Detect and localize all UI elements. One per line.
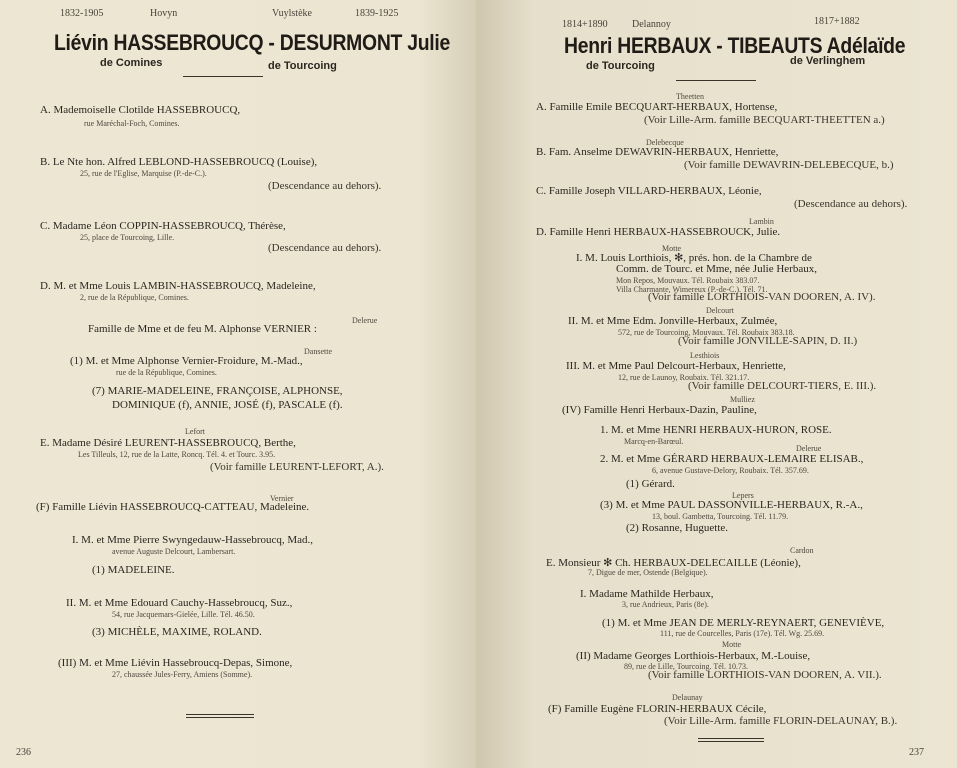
georges-lorthiois-heading: (II) Madame Georges Lorthiois-Herbaux, M.-Louise, bbox=[576, 650, 811, 662]
jonville-address: 572, rue de Tourcoing, Mouvaux. Tél. Roubaix 383.18. bbox=[618, 328, 795, 337]
vernier-children-1: (7) MARIE-MADELEINE, FRANÇOISE, ALPHONSE, bbox=[92, 385, 343, 397]
entry-c-heading: C. Famille Joseph VILLARD-HERBAUX, Léonie, bbox=[536, 185, 762, 197]
entry-c-note: (Descendance au dehors). bbox=[268, 242, 382, 254]
page-title: Liévin HASSEBROUCQ - DESURMONT Julie bbox=[54, 30, 451, 55]
entry-f-heading: (F) Famille Liévin HASSEBROUCQ-CATTEAU, Madeleine. bbox=[36, 501, 310, 513]
entry-e-note: (Voir famille LEURENT-LEFORT, A.). bbox=[210, 461, 384, 473]
entry-e-heading: E. Monsieur ✻ Ch. HERBAUX-DELECAILLE (Léonie), bbox=[546, 557, 801, 569]
maiden-name-left: Hovyn bbox=[150, 8, 178, 19]
maiden-name-lambin: Lambin bbox=[749, 217, 774, 226]
lemaire-address: 6, avenue Gustave-Delory, Roubaix. Tél. 357.69. bbox=[652, 466, 809, 475]
years-right: 1839-1925 bbox=[355, 8, 399, 19]
jonville-note: (Voir famille JONVILLE-SAPIN, D. II.) bbox=[678, 335, 858, 347]
entry-e-heading: E. Madame Désiré LEURENT-HASSEBROUCQ, Berthe, bbox=[40, 437, 296, 449]
entry-d-heading: D. Famille Henri HERBAUX-HASSEBROUCK, Julie. bbox=[536, 226, 781, 238]
entry-d-heading: D. M. et Mme Louis LAMBIN-HASSEBROUCQ, Madeleine, bbox=[40, 280, 316, 292]
maiden-name-delaunay: Delaunay bbox=[672, 693, 703, 702]
maiden-name-cardon: Cardon bbox=[790, 546, 814, 555]
left-page bbox=[0, 0, 476, 768]
years-left: 1814+1890 bbox=[562, 19, 608, 30]
entry-f-heading: (F) Famille Eugène FLORIN-HERBAUX Cécile, bbox=[548, 703, 767, 715]
maiden-name-motte: Motte bbox=[662, 244, 682, 253]
page-number: 237 bbox=[909, 747, 924, 758]
lorthiois-address-2: Villa Charmante, Wimereux (P.-de-C.). Tél. 71. bbox=[616, 285, 768, 294]
entry-c-heading: C. Madame Léon COPPIN-HASSEBROUCQ, Thérèse, bbox=[40, 220, 286, 232]
maiden-name-lesthiois: Lesthiois bbox=[690, 351, 720, 360]
maiden-name-right: Vuylstèke bbox=[272, 8, 312, 19]
header-rule bbox=[676, 80, 756, 81]
maiden-name-lefort: Lefort bbox=[185, 427, 205, 436]
entry-b-note: (Descendance au dehors). bbox=[268, 180, 382, 192]
dassonville-address: 13, boul. Gambetta, Tourcoing. Tél. 11.79. bbox=[652, 512, 789, 521]
delcourt-note: (Voir famille DELCOURT-TIERS, E. III.). bbox=[688, 380, 877, 392]
huron-address: Marcq-en-Barœul. bbox=[624, 437, 684, 446]
depas-address: 27, chaussée Jules-Ferry, Amiens (Somme). bbox=[112, 670, 253, 679]
place-left: de Tourcoing bbox=[586, 60, 655, 72]
vernier-froidure-address: rue de la République, Comines. bbox=[116, 368, 217, 377]
entry-a-note: (Voir Lille-Arm. famille BECQUART-THEETTEN a.) bbox=[644, 114, 885, 126]
vernier-family-heading: Famille de Mme et de feu M. Alphonse VERNIER : bbox=[88, 323, 317, 335]
lorthiois-heading-cont: Comm. de Tourc. et Mme, née Julie Herbaux, bbox=[616, 263, 817, 275]
lemaire-heading: 2. M. et Mme GÉRARD HERBAUX-LEMAIRE ELISAB., bbox=[600, 453, 864, 465]
entry-e-address: 7, Digue de mer, Ostende (Belgique). bbox=[588, 568, 708, 577]
lorthiois-note: (Voir famille LORTHIOIS-VAN DOOREN, A. IV). bbox=[648, 291, 876, 303]
entry-e-address: Les Tilleuls, 12, rue de la Latte, Roncq. Tél. 4. et Tourc. 3.95. bbox=[78, 450, 276, 459]
huron-heading: 1. M. et Mme HENRI HERBAUX-HURON, ROSE. bbox=[600, 424, 832, 436]
entry-f-note: (Voir Lille-Arm. famille FLORIN-DELAUNAY, B.). bbox=[664, 715, 898, 727]
maiden-name-theetten: Theetten bbox=[676, 92, 704, 101]
maiden-name-motte-2: Motte bbox=[722, 640, 742, 649]
cauchy-heading: II. M. et Mme Edouard Cauchy-Hassebroucq, Suz., bbox=[66, 597, 293, 609]
header-rule bbox=[183, 76, 263, 77]
mathilde-address: 3, rue Andrieux, Paris (8e). bbox=[622, 600, 709, 609]
dazin-heading: (IV) Famille Henri Herbaux-Dazin, Pauline, bbox=[562, 404, 757, 416]
footer-rule bbox=[698, 738, 764, 742]
maiden-name-delerue: Delerue bbox=[352, 316, 378, 325]
maiden-name-left: Delannoy bbox=[632, 19, 671, 30]
merly-heading: (1) M. et Mme JEAN DE MERLY-REYNAERT, GENEVIÈVE, bbox=[602, 617, 885, 629]
georges-lorthiois-note: (Voir famille LORTHIOIS-VAN DOOREN, A. VII.). bbox=[648, 669, 882, 681]
maiden-name-dansette: Dansette bbox=[304, 347, 332, 356]
place-left: de Comines bbox=[100, 57, 163, 69]
maiden-name-lepers: Lepers bbox=[732, 491, 754, 500]
entry-b-heading: B. Fam. Anselme DEWAVRIN-HERBAUX, Henriette, bbox=[536, 146, 779, 158]
mathilde-heading: I. Madame Mathilde Herbaux, bbox=[580, 588, 714, 600]
entry-d-address: 2, rue de la République, Comines. bbox=[80, 293, 189, 302]
maiden-name-mulliez: Mulliez bbox=[730, 395, 755, 404]
lorthiois-heading: I. M. Louis Lorthiois, ✻, prés. hon. de la Chambre de bbox=[576, 252, 812, 264]
maiden-name-delebecque: Delebecque bbox=[646, 138, 684, 147]
lorthiois-address-1: Mon Repos, Mouvaux. Tél. Roubaix 383.07. bbox=[616, 276, 760, 285]
page-number: 236 bbox=[16, 747, 31, 758]
jonville-heading: II. M. et Mme Edm. Jonville-Herbaux, Zulmée, bbox=[568, 315, 778, 327]
entry-b-address: 25, rue de l'Eglise, Marquise (P.-de-C.). bbox=[80, 169, 207, 178]
vernier-froidure-heading: (1) M. et Mme Alphonse Vernier-Froidure, M.-Mad., bbox=[70, 355, 303, 367]
merly-address: 111, rue de Courcelles, Paris (17e). Tél. Wg. 25.69. bbox=[660, 629, 825, 638]
place-right: de Verlinghem bbox=[790, 55, 866, 67]
right-page bbox=[476, 0, 957, 768]
delcourt-address: 12, rue de Launoy, Roubaix. Tél. 321.17. bbox=[618, 373, 750, 382]
entry-a-address: rue Maréchal-Foch, Comines. bbox=[84, 119, 180, 128]
maiden-name-delerue: Delerue bbox=[796, 444, 822, 453]
delcourt-heading: III. M. et Mme Paul Delcourt-Herbaux, Henriette, bbox=[566, 360, 786, 372]
footer-rule bbox=[186, 714, 254, 718]
cauchy-address: 54, rue Jacquemars-Gielée, Lille. Tél. 46.50. bbox=[112, 610, 255, 619]
swyngedauw-address: avenue Auguste Delcourt, Lambersart. bbox=[112, 547, 236, 556]
place-right: de Tourcoing bbox=[268, 60, 337, 72]
swyngedauw-children: (1) MADELEINE. bbox=[92, 564, 175, 576]
entry-c-address: 25, place de Tourcoing, Lille. bbox=[80, 233, 175, 242]
dassonville-heading: (3) M. et Mme PAUL DASSONVILLE-HERBAUX, R.-A., bbox=[600, 499, 863, 511]
cauchy-children: (3) MICHÈLE, MAXIME, ROLAND. bbox=[92, 626, 262, 638]
georges-lorthiois-address: 89, rue de Lille, Tourcoing. Tél. 10.73. bbox=[624, 662, 749, 671]
maiden-name-delcourt: Delcourt bbox=[706, 306, 734, 315]
lemaire-children: (1) Gérard. bbox=[626, 478, 675, 490]
years-right: 1817+1882 bbox=[814, 16, 860, 27]
entry-b-heading: B. Le Nte hon. Alfred LEBLOND-HASSEBROUCQ (Louise), bbox=[40, 156, 318, 168]
depas-heading: (III) M. et Mme Liévin Hassebroucq-Depas, Simone, bbox=[58, 657, 293, 669]
swyngedauw-heading: I. M. et Mme Pierre Swyngedauw-Hassebroucq, Mad., bbox=[72, 534, 314, 546]
entry-c-note: (Descendance au dehors). bbox=[794, 198, 908, 210]
entry-a-heading: A. Mademoiselle Clotilde HASSEBROUCQ, bbox=[40, 104, 241, 116]
years-left: 1832-1905 bbox=[60, 8, 104, 19]
vernier-children-2: DOMINIQUE (f), ANNIE, JOSÉ (f), PASCALE (f). bbox=[112, 399, 343, 411]
page-title: Henri HERBAUX - TIBEAUTS Adélaïde bbox=[564, 33, 906, 58]
entry-a-heading: A. Famille Emile BECQUART-HERBAUX, Hortense, bbox=[536, 101, 778, 113]
dassonville-children: (2) Rosanne, Huguette. bbox=[626, 522, 729, 534]
maiden-name-vernier: Vernier bbox=[270, 494, 294, 503]
entry-b-note: (Voir famille DEWAVRIN-DELEBECQUE, b.) bbox=[684, 159, 894, 171]
